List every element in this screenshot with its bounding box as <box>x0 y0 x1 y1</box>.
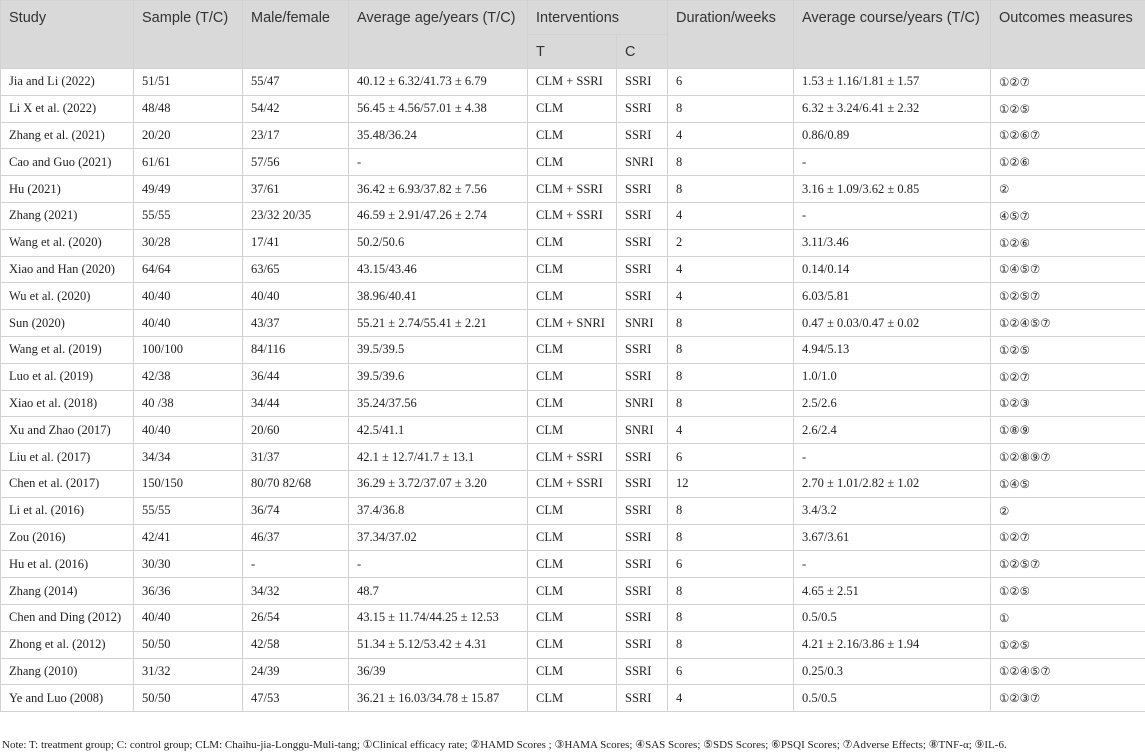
header-duration: Duration/weeks <box>668 1 794 69</box>
cell-treatment: CLM <box>528 604 617 631</box>
cell-duration: 4 <box>668 256 794 283</box>
cell-course: 0.47 ± 0.03/0.47 ± 0.02 <box>794 310 991 337</box>
cell-age: 37.34/37.02 <box>349 524 528 551</box>
cell-treatment: CLM <box>528 95 617 122</box>
table-row <box>1 229 1145 256</box>
cell-course: - <box>794 551 991 578</box>
cell-control: SSRI <box>617 578 668 605</box>
cell-age: 55.21 ± 2.74/55.41 ± 2.21 <box>349 310 528 337</box>
cell-outcomes: ② <box>991 497 1145 524</box>
cell-control: SSRI <box>617 69 668 96</box>
cell-male-female: - <box>243 551 349 578</box>
cell-treatment: CLM <box>528 363 617 390</box>
cell-study: Hu (2021) <box>1 176 134 203</box>
cell-sample: 61/61 <box>134 149 243 176</box>
cell-duration: 6 <box>668 444 794 471</box>
cell-treatment: CLM <box>528 229 617 256</box>
cell-study: Xu and Zhao (2017) <box>1 417 134 444</box>
table-row <box>1 470 1145 497</box>
cell-age: 35.24/37.56 <box>349 390 528 417</box>
table-row <box>1 310 1145 337</box>
cell-age: - <box>349 551 528 578</box>
cell-study: Zou (2016) <box>1 524 134 551</box>
cell-study: Liu et al. (2017) <box>1 444 134 471</box>
cell-sample: 30/30 <box>134 551 243 578</box>
cell-control: SSRI <box>617 524 668 551</box>
table-header <box>1 1 1145 69</box>
table-row <box>1 417 1145 444</box>
cell-sample: 49/49 <box>134 176 243 203</box>
cell-male-female: 17/41 <box>243 229 349 256</box>
cell-sample: 48/48 <box>134 95 243 122</box>
cell-age: 39.5/39.5 <box>349 336 528 363</box>
cell-study: Wu et al. (2020) <box>1 283 134 310</box>
cell-treatment: CLM <box>528 256 617 283</box>
cell-course: 2.6/2.4 <box>794 417 991 444</box>
table-row <box>1 658 1145 685</box>
cell-control: SSRI <box>617 122 668 149</box>
cell-course: 6.32 ± 3.24/6.41 ± 2.32 <box>794 95 991 122</box>
cell-course: - <box>794 149 991 176</box>
cell-male-female: 40/40 <box>243 283 349 310</box>
cell-control: SSRI <box>617 658 668 685</box>
table-row <box>1 390 1145 417</box>
cell-duration: 8 <box>668 95 794 122</box>
cell-age: 48.7 <box>349 578 528 605</box>
cell-course: 0.5/0.5 <box>794 685 991 712</box>
cell-treatment: CLM <box>528 578 617 605</box>
cell-sample: 42/41 <box>134 524 243 551</box>
cell-treatment: CLM <box>528 524 617 551</box>
cell-treatment: CLM <box>528 336 617 363</box>
cell-study: Wang et al. (2020) <box>1 229 134 256</box>
cell-study: Zhang (2014) <box>1 578 134 605</box>
cell-duration: 4 <box>668 685 794 712</box>
cell-study: Xiao and Han (2020) <box>1 256 134 283</box>
cell-age: 56.45 ± 4.56/57.01 ± 4.38 <box>349 95 528 122</box>
cell-outcomes: ①②⑥⑦ <box>991 122 1145 149</box>
header-age: Average age/years (T/C) <box>349 1 528 69</box>
table-row <box>1 631 1145 658</box>
cell-treatment: CLM <box>528 149 617 176</box>
cell-sample: 40/40 <box>134 283 243 310</box>
cell-sample: 40/40 <box>134 310 243 337</box>
table-footnote: Note: T: treatment group; C: control group; CLM: Chaihu-jia-Longgu-Muli-tang; ①Clinical efficacy rate; ②HAMD Scores ; ③HAMA Scores; ④SAS Scores; ⑤SDS Scores; ⑥PSQI Scores; ⑦Adverse Effects; ⑧TNF-α; ⑨IL-6. <box>2 739 1007 751</box>
table-row <box>1 444 1145 471</box>
cell-study: Ye and Luo (2008) <box>1 685 134 712</box>
cell-age: 37.4/36.8 <box>349 497 528 524</box>
cell-control: SSRI <box>617 176 668 203</box>
cell-control: SNRI <box>617 149 668 176</box>
cell-course: 4.65 ± 2.51 <box>794 578 991 605</box>
cell-outcomes: ①②⑦ <box>991 69 1145 96</box>
cell-course: 6.03/5.81 <box>794 283 991 310</box>
cell-control: SSRI <box>617 256 668 283</box>
cell-age: 50.2/50.6 <box>349 229 528 256</box>
cell-male-female: 26/54 <box>243 604 349 631</box>
cell-sample: 64/64 <box>134 256 243 283</box>
cell-male-female: 46/37 <box>243 524 349 551</box>
cell-sample: 150/150 <box>134 470 243 497</box>
cell-outcomes: ①②⑥ <box>991 229 1145 256</box>
table-row <box>1 256 1145 283</box>
cell-treatment: CLM <box>528 658 617 685</box>
table-row <box>1 524 1145 551</box>
cell-sample: 55/55 <box>134 497 243 524</box>
cell-outcomes: ①②⑧⑨⑦ <box>991 444 1145 471</box>
cell-course: 3.4/3.2 <box>794 497 991 524</box>
cell-course: 4.94/5.13 <box>794 336 991 363</box>
cell-study: Zhang (2010) <box>1 658 134 685</box>
cell-course: 1.53 ± 1.16/1.81 ± 1.57 <box>794 69 991 96</box>
cell-outcomes: ①②⑦ <box>991 524 1145 551</box>
cell-study: Jia and Li (2022) <box>1 69 134 96</box>
table-row <box>1 122 1145 149</box>
cell-male-female: 47/53 <box>243 685 349 712</box>
cell-course: 0.14/0.14 <box>794 256 991 283</box>
cell-male-female: 20/60 <box>243 417 349 444</box>
cell-treatment: CLM <box>528 122 617 149</box>
header-treatment: T <box>528 35 617 69</box>
cell-male-female: 63/65 <box>243 256 349 283</box>
cell-control: SSRI <box>617 470 668 497</box>
cell-sample: 40/40 <box>134 604 243 631</box>
cell-outcomes: ①②⑤⑦ <box>991 551 1145 578</box>
cell-sample: 40/40 <box>134 417 243 444</box>
cell-control: SSRI <box>617 336 668 363</box>
cell-sample: 42/38 <box>134 363 243 390</box>
cell-age: 36.29 ± 3.72/37.07 ± 3.20 <box>349 470 528 497</box>
cell-treatment: CLM <box>528 551 617 578</box>
cell-study: Wang et al. (2019) <box>1 336 134 363</box>
cell-duration: 8 <box>668 524 794 551</box>
cell-control: SSRI <box>617 202 668 229</box>
header-interventions: Interventions <box>528 1 668 35</box>
cell-control: SSRI <box>617 604 668 631</box>
cell-course: - <box>794 202 991 229</box>
cell-study: Zhang et al. (2021) <box>1 122 134 149</box>
cell-control: SSRI <box>617 497 668 524</box>
cell-control: SSRI <box>617 229 668 256</box>
cell-male-female: 42/58 <box>243 631 349 658</box>
cell-sample: 55/55 <box>134 202 243 229</box>
cell-outcomes: ①②④⑤⑦ <box>991 310 1145 337</box>
cell-duration: 8 <box>668 363 794 390</box>
cell-study: Xiao et al. (2018) <box>1 390 134 417</box>
cell-outcomes: ①②⑤ <box>991 95 1145 122</box>
cell-sample: 36/36 <box>134 578 243 605</box>
cell-treatment: CLM <box>528 417 617 444</box>
cell-course: 3.67/3.61 <box>794 524 991 551</box>
cell-outcomes: ① <box>991 604 1145 631</box>
header-study: Study <box>1 1 134 69</box>
cell-outcomes: ①②④⑤⑦ <box>991 658 1145 685</box>
cell-sample: 50/50 <box>134 631 243 658</box>
table-row <box>1 551 1145 578</box>
cell-sample: 20/20 <box>134 122 243 149</box>
header-control: C <box>617 35 668 69</box>
cell-duration: 8 <box>668 604 794 631</box>
cell-sample: 100/100 <box>134 336 243 363</box>
cell-control: SSRI <box>617 283 668 310</box>
table-row <box>1 176 1145 203</box>
table-body <box>1 69 1145 712</box>
header-course: Average course/years (T/C) <box>794 1 991 69</box>
cell-treatment: CLM + SSRI <box>528 444 617 471</box>
cell-control: SSRI <box>617 363 668 390</box>
cell-duration: 6 <box>668 551 794 578</box>
cell-age: 40.12 ± 6.32/41.73 ± 6.79 <box>349 69 528 96</box>
cell-male-female: 34/32 <box>243 578 349 605</box>
cell-male-female: 36/44 <box>243 363 349 390</box>
cell-outcomes: ①④⑤ <box>991 470 1145 497</box>
cell-duration: 2 <box>668 229 794 256</box>
cell-outcomes: ①②⑤ <box>991 578 1145 605</box>
cell-male-female: 54/42 <box>243 95 349 122</box>
table-row <box>1 95 1145 122</box>
cell-duration: 4 <box>668 122 794 149</box>
cell-course: 0.5/0.5 <box>794 604 991 631</box>
cell-study: Luo et al. (2019) <box>1 363 134 390</box>
cell-study: Zhang (2021) <box>1 202 134 229</box>
cell-duration: 4 <box>668 283 794 310</box>
cell-course: 3.11/3.46 <box>794 229 991 256</box>
table-row <box>1 685 1145 712</box>
cell-age: 36.21 ± 16.03/34.78 ± 15.87 <box>349 685 528 712</box>
cell-duration: 8 <box>668 497 794 524</box>
table-row <box>1 363 1145 390</box>
cell-duration: 4 <box>668 417 794 444</box>
cell-male-female: 55/47 <box>243 69 349 96</box>
cell-treatment: CLM <box>528 631 617 658</box>
cell-duration: 6 <box>668 658 794 685</box>
cell-control: SSRI <box>617 685 668 712</box>
cell-male-female: 80/70 82/68 <box>243 470 349 497</box>
cell-study: Zhong et al. (2012) <box>1 631 134 658</box>
cell-age: 38.96/40.41 <box>349 283 528 310</box>
table-row <box>1 604 1145 631</box>
cell-control: SSRI <box>617 444 668 471</box>
cell-study: Sun (2020) <box>1 310 134 337</box>
cell-sample: 30/28 <box>134 229 243 256</box>
cell-treatment: CLM <box>528 685 617 712</box>
cell-outcomes: ①④⑤⑦ <box>991 256 1145 283</box>
table-row <box>1 283 1145 310</box>
cell-age: 42.5/41.1 <box>349 417 528 444</box>
cell-outcomes: ①②⑥ <box>991 149 1145 176</box>
cell-treatment: CLM + SNRI <box>528 310 617 337</box>
cell-course: 0.25/0.3 <box>794 658 991 685</box>
cell-course: - <box>794 444 991 471</box>
cell-treatment: CLM + SSRI <box>528 202 617 229</box>
table-row <box>1 69 1145 96</box>
cell-age: 36.42 ± 6.93/37.82 ± 7.56 <box>349 176 528 203</box>
table-row <box>1 497 1145 524</box>
cell-study: Cao and Guo (2021) <box>1 149 134 176</box>
cell-sample: 40 /38 <box>134 390 243 417</box>
table-row <box>1 202 1145 229</box>
cell-control: SNRI <box>617 390 668 417</box>
cell-duration: 8 <box>668 578 794 605</box>
cell-course: 0.86/0.89 <box>794 122 991 149</box>
cell-age: 35.48/36.24 <box>349 122 528 149</box>
cell-duration: 6 <box>668 69 794 96</box>
cell-course: 2.5/2.6 <box>794 390 991 417</box>
cell-outcomes: ①②⑦ <box>991 363 1145 390</box>
cell-outcomes: ①②⑤⑦ <box>991 283 1145 310</box>
cell-age: 43.15 ± 11.74/44.25 ± 12.53 <box>349 604 528 631</box>
cell-outcomes: ①②⑤ <box>991 631 1145 658</box>
cell-sample: 31/32 <box>134 658 243 685</box>
cell-control: SSRI <box>617 631 668 658</box>
table-row <box>1 578 1145 605</box>
table-row <box>1 336 1145 363</box>
cell-outcomes: ①⑧⑨ <box>991 417 1145 444</box>
cell-control: SNRI <box>617 310 668 337</box>
cell-duration: 8 <box>668 149 794 176</box>
cell-sample: 51/51 <box>134 69 243 96</box>
table-row <box>1 149 1145 176</box>
cell-outcomes: ①②③⑦ <box>991 685 1145 712</box>
cell-control: SSRI <box>617 95 668 122</box>
cell-treatment: CLM + SSRI <box>528 69 617 96</box>
cell-control: SNRI <box>617 417 668 444</box>
cell-study: Chen and Ding (2012) <box>1 604 134 631</box>
cell-outcomes: ④⑤⑦ <box>991 202 1145 229</box>
cell-male-female: 84/116 <box>243 336 349 363</box>
cell-treatment: CLM <box>528 283 617 310</box>
cell-age: 42.1 ± 12.7/41.7 ± 13.1 <box>349 444 528 471</box>
cell-duration: 12 <box>668 470 794 497</box>
cell-male-female: 57/56 <box>243 149 349 176</box>
cell-duration: 8 <box>668 631 794 658</box>
cell-control: SSRI <box>617 551 668 578</box>
header-male-female: Male/female <box>243 1 349 69</box>
cell-treatment: CLM + SSRI <box>528 470 617 497</box>
cell-age: 51.34 ± 5.12/53.42 ± 4.31 <box>349 631 528 658</box>
cell-male-female: 43/37 <box>243 310 349 337</box>
cell-sample: 34/34 <box>134 444 243 471</box>
cell-male-female: 24/39 <box>243 658 349 685</box>
cell-duration: 8 <box>668 336 794 363</box>
cell-duration: 8 <box>668 176 794 203</box>
cell-treatment: CLM <box>528 390 617 417</box>
cell-course: 2.70 ± 1.01/2.82 ± 1.02 <box>794 470 991 497</box>
cell-course: 1.0/1.0 <box>794 363 991 390</box>
cell-duration: 4 <box>668 202 794 229</box>
cell-male-female: 34/44 <box>243 390 349 417</box>
cell-study: Hu et al. (2016) <box>1 551 134 578</box>
cell-age: 39.5/39.6 <box>349 363 528 390</box>
cell-age: 43.15/43.46 <box>349 256 528 283</box>
cell-male-female: 23/17 <box>243 122 349 149</box>
cell-age: 46.59 ± 2.91/47.26 ± 2.74 <box>349 202 528 229</box>
header-sample: Sample (T/C) <box>134 1 243 69</box>
cell-age: - <box>349 149 528 176</box>
cell-male-female: 31/37 <box>243 444 349 471</box>
cell-outcomes: ①②③ <box>991 390 1145 417</box>
cell-outcomes: ①②⑤ <box>991 336 1145 363</box>
cell-duration: 8 <box>668 390 794 417</box>
cell-study: Chen et al. (2017) <box>1 470 134 497</box>
cell-course: 3.16 ± 1.09/3.62 ± 0.85 <box>794 176 991 203</box>
cell-duration: 8 <box>668 310 794 337</box>
header-outcomes: Outcomes measures <box>991 1 1145 69</box>
cell-male-female: 37/61 <box>243 176 349 203</box>
cell-study: Li X et al. (2022) <box>1 95 134 122</box>
cell-outcomes: ② <box>991 176 1145 203</box>
cell-study: Li et al. (2016) <box>1 497 134 524</box>
cell-age: 36/39 <box>349 658 528 685</box>
cell-male-female: 36/74 <box>243 497 349 524</box>
cell-course: 4.21 ± 2.16/3.86 ± 1.94 <box>794 631 991 658</box>
cell-male-female: 23/32 20/35 <box>243 202 349 229</box>
cell-treatment: CLM + SSRI <box>528 176 617 203</box>
cell-sample: 50/50 <box>134 685 243 712</box>
cell-treatment: CLM <box>528 497 617 524</box>
